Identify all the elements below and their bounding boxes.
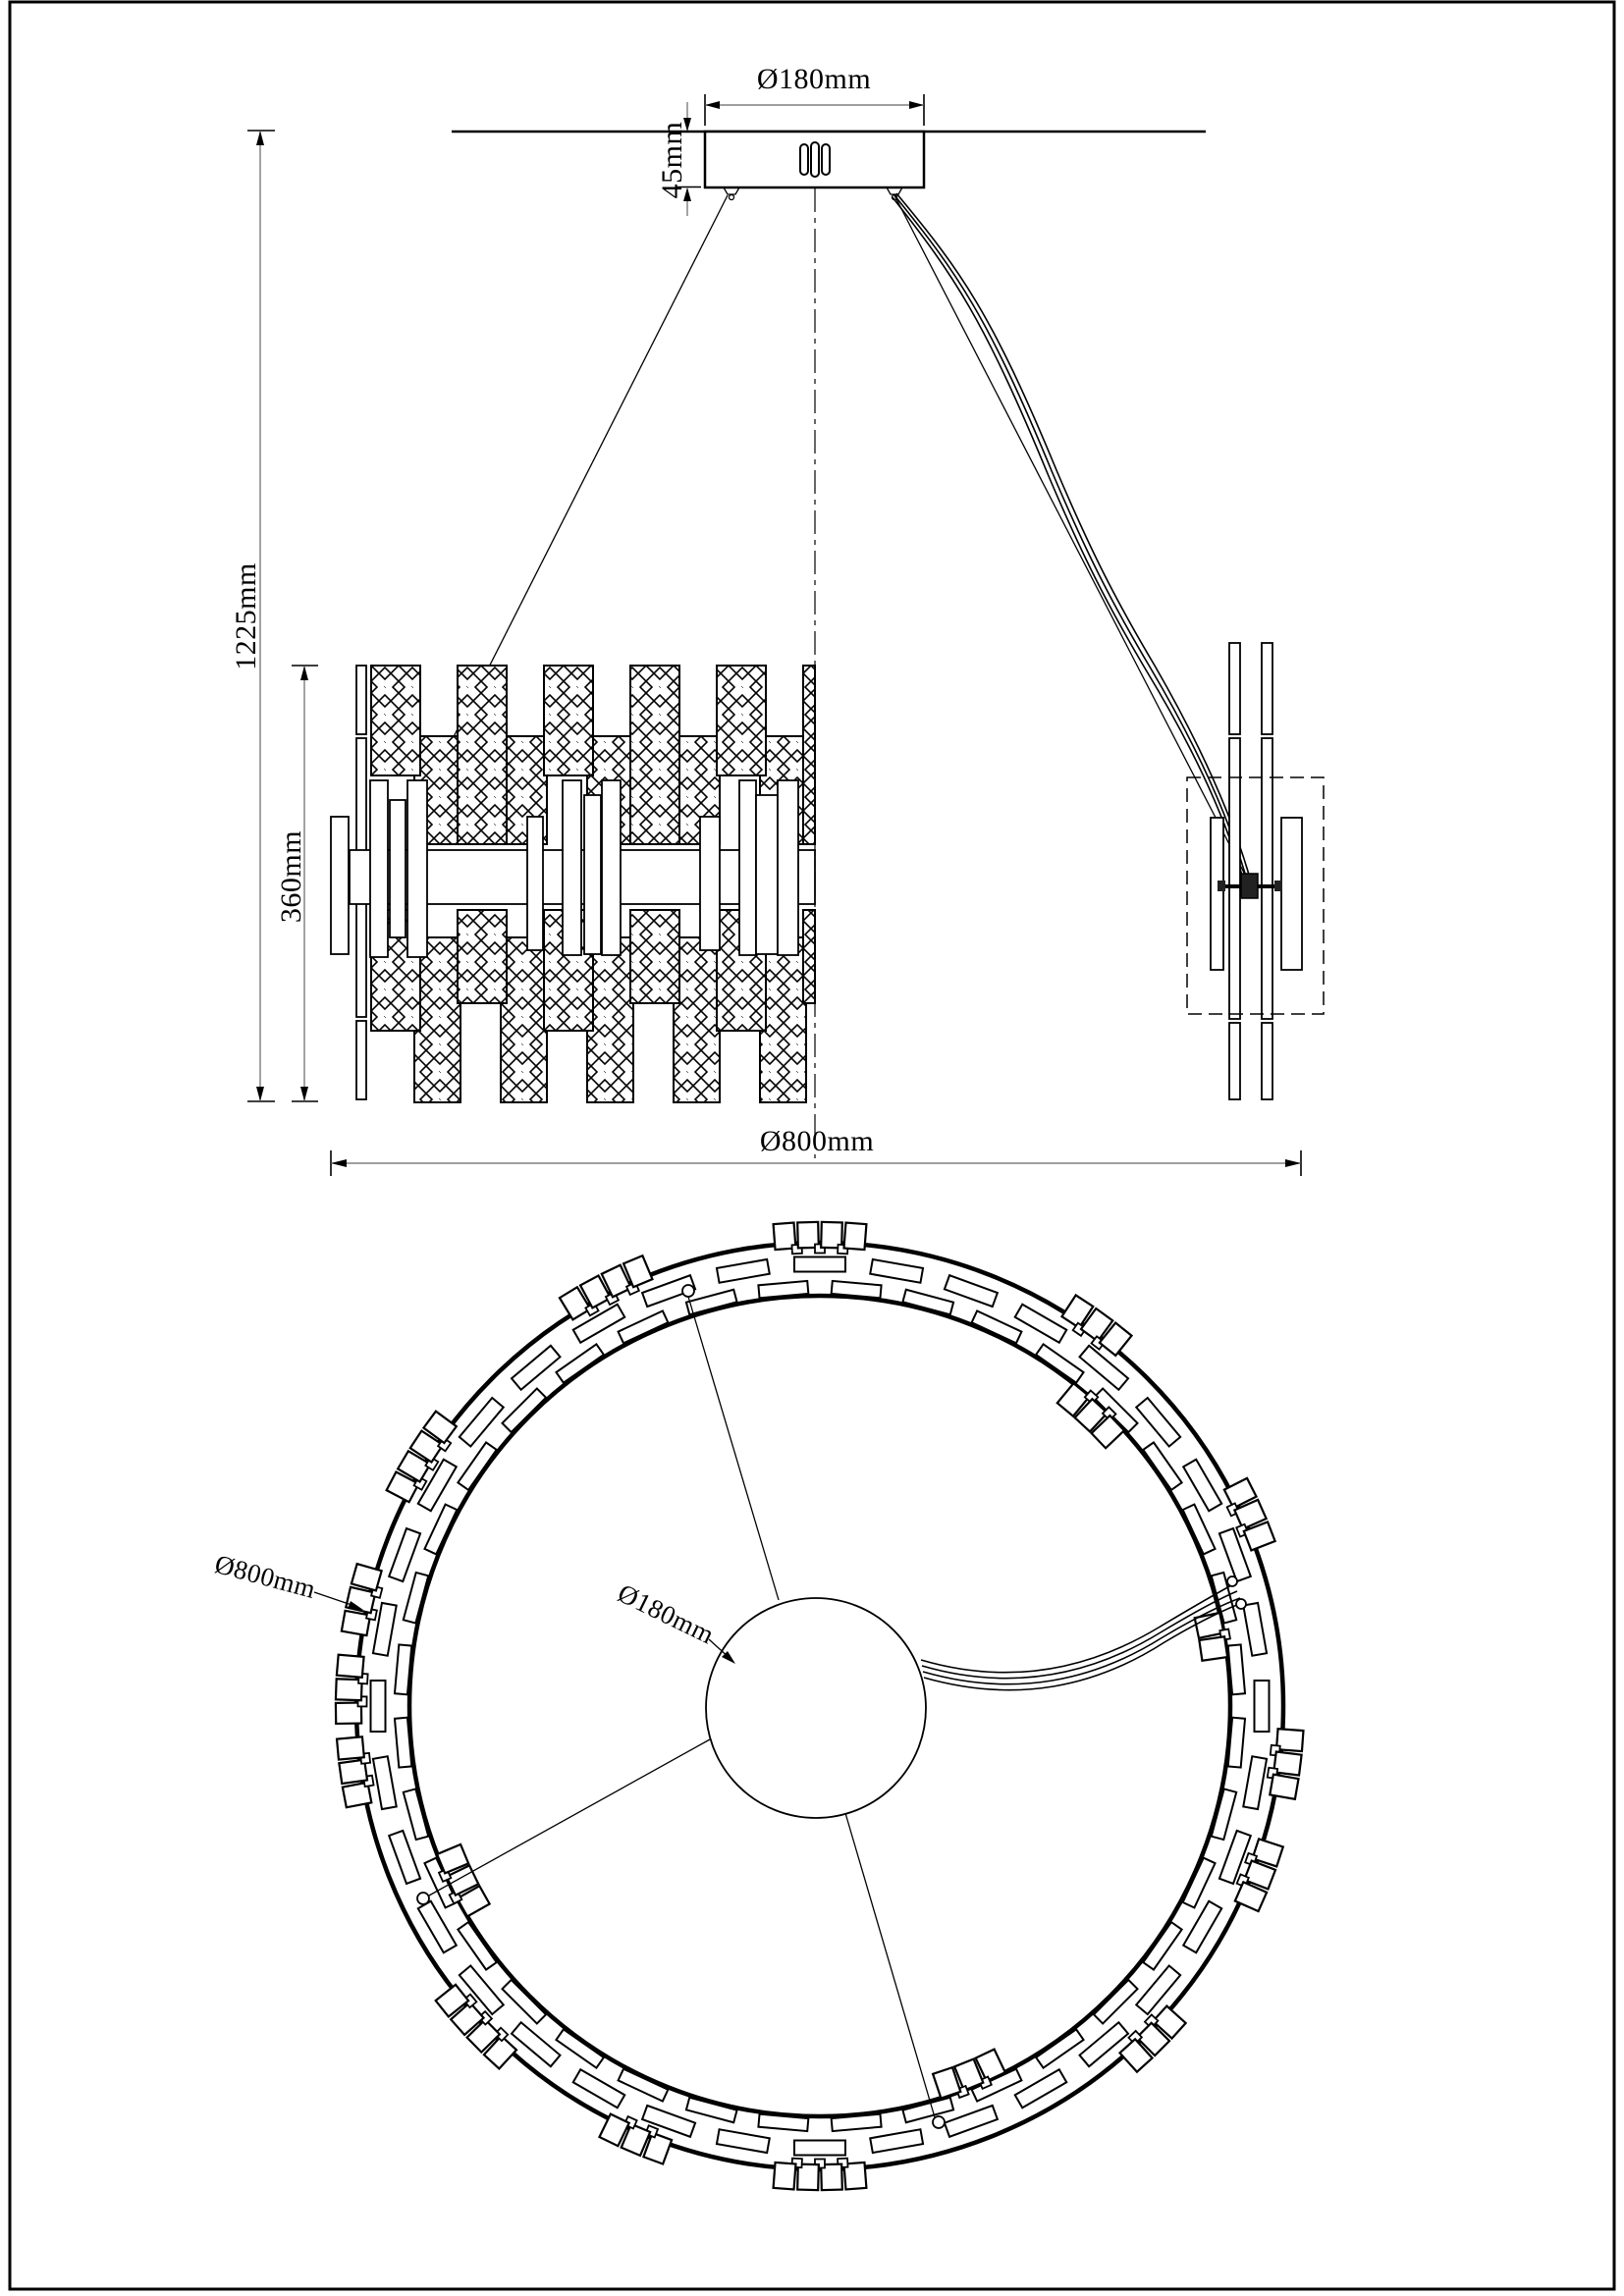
suspension-wire-right	[894, 195, 1246, 877]
plan-dash-outer	[717, 1259, 770, 1283]
plan-dash-outer	[870, 2129, 923, 2153]
crystal-strip	[458, 666, 507, 844]
crystal-strip	[803, 910, 815, 1003]
ring-diameter-label: Ø800mm	[759, 1125, 875, 1157]
plan-crystal-cluster-square	[774, 2163, 796, 2190]
plan-dash-inner	[1094, 1980, 1138, 2024]
crystal-strip	[717, 666, 766, 775]
arm-end-right	[1274, 881, 1282, 891]
dim-plan-canopy-diameter	[614, 1578, 735, 1664]
elevation-view	[230, 63, 1324, 1176]
crystal-strip	[760, 937, 806, 1102]
band-rod	[370, 780, 388, 957]
cable-anchor-1	[1227, 1576, 1237, 1586]
spoke-anchor-top	[682, 1285, 694, 1297]
band-rod	[739, 780, 756, 955]
band-height-label: 360mm	[275, 829, 307, 924]
plan-dash-outer	[1255, 1681, 1270, 1732]
band-rod	[700, 817, 720, 950]
plan-crystal-cluster-square	[337, 1655, 364, 1678]
crystal-strip	[674, 937, 720, 1102]
plan-dash-outer	[1243, 1756, 1267, 1809]
plan-dash-outer	[870, 1259, 923, 1283]
side-profile-rods	[1229, 643, 1272, 1099]
arm-end-left	[1218, 881, 1225, 891]
plan-dash-outer	[373, 1756, 397, 1809]
band-rod	[407, 780, 427, 957]
band-rod	[527, 817, 543, 950]
cable-anchor-2	[1236, 1599, 1246, 1609]
crystal-strip	[630, 666, 679, 844]
band-rod	[584, 795, 601, 954]
plan-view	[212, 1222, 1304, 2190]
crystal-strip	[587, 937, 633, 1102]
spoke-anchor-left	[417, 1893, 429, 1904]
dim-plan-ring-diameter	[212, 1549, 363, 1610]
cable-connector	[1241, 874, 1258, 898]
crystal-strip	[414, 937, 460, 1102]
suspension-cable-bundle	[893, 193, 1249, 879]
crystal-strip	[458, 910, 507, 1003]
crystal-strip	[501, 937, 547, 1102]
dim-band-height	[275, 666, 318, 1101]
band-rod	[602, 780, 621, 955]
plan-dash-outer	[794, 2141, 845, 2156]
plan-dash-inner	[502, 1980, 546, 2024]
plan-ring-diameter-label: Ø800mm	[211, 1548, 319, 1605]
overall-height-label: 1225mm	[230, 562, 262, 670]
plan-canopy-circle	[706, 1598, 926, 1818]
crystal-strip	[630, 910, 679, 1003]
plan-dash-outer	[717, 2129, 770, 2153]
dim-ring-diameter	[331, 1125, 1301, 1176]
plan-canopy-diameter-label: Ø180mm	[613, 1577, 720, 1650]
crystal-strip	[371, 666, 420, 775]
dim-canopy-diameter	[705, 63, 924, 126]
band-rod	[756, 795, 778, 954]
spoke-anchor-bottom	[933, 2116, 945, 2128]
plan-dash-outer	[371, 1681, 386, 1732]
dim-overall-height	[230, 131, 275, 1101]
canopy-diameter-label: Ø180mm	[756, 63, 872, 95]
plan-crystal-cluster-square	[1270, 1775, 1298, 1799]
crystal-band	[331, 666, 815, 1102]
dim-canopy-height	[656, 102, 701, 216]
band-rod	[563, 780, 581, 955]
plan-crystal-cluster-square	[337, 1736, 364, 1759]
plan-dash-inner	[502, 1388, 546, 1432]
canopy-height-label: 45mm	[656, 121, 688, 199]
band-rod	[778, 780, 798, 955]
side-crystal-plate-left	[1211, 818, 1223, 970]
band-rod	[390, 800, 406, 937]
side-crystal-plate-right	[1281, 818, 1302, 970]
band-left-plate	[331, 817, 349, 954]
attachment-detail	[1187, 777, 1324, 1014]
crystal-strip	[544, 666, 593, 775]
plan-dash-outer	[1243, 1603, 1267, 1656]
plan-dash-outer	[794, 1257, 845, 1272]
plan-crystal-cluster-square	[1199, 1636, 1227, 1661]
crystal-strip	[803, 666, 815, 844]
plan-crystal-cluster-square	[844, 1223, 867, 1251]
plan-crystal-cluster-square	[342, 1611, 370, 1635]
